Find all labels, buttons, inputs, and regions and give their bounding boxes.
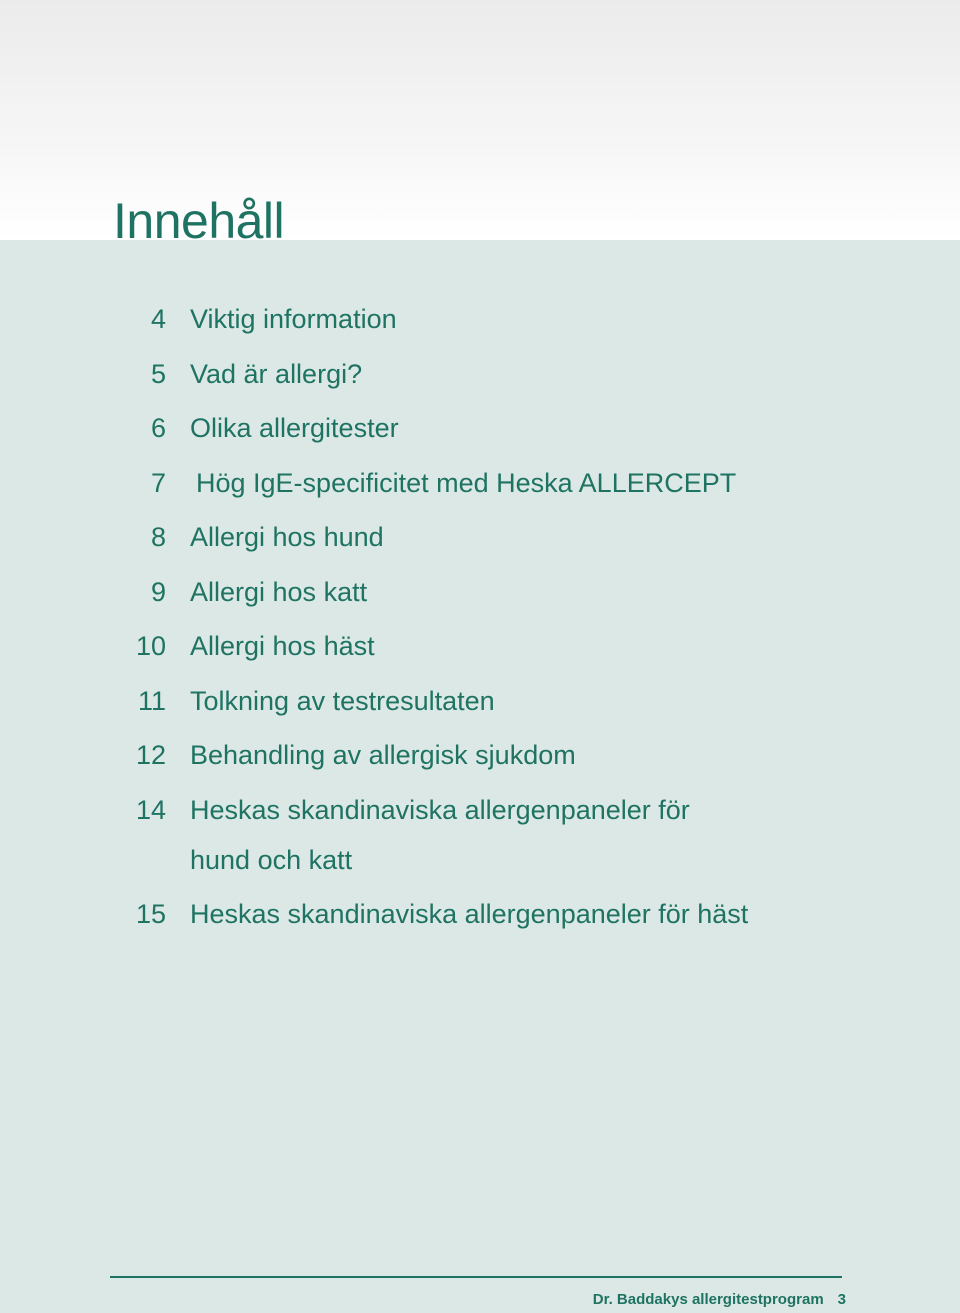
toc-entry-title: Olika allergitester [190,413,399,443]
toc-entry[interactable] [0,572,960,612]
toc-entry[interactable] [0,681,960,721]
toc-page-number: 8 [150,522,166,552]
toc-entry[interactable] [0,299,960,339]
toc-page-number: 9 [150,577,166,607]
footer-divider [110,1276,842,1278]
toc-page-number: 5 [150,359,166,389]
toc-entry-title: Allergi hos häst [190,631,375,661]
toc-entry[interactable] [0,894,960,934]
toc-entry-title: Allergi hos hund [190,522,384,552]
toc-entry[interactable] [0,463,960,503]
toc-entry[interactable] [0,354,960,394]
toc-page-number: 14 [135,795,166,825]
toc-entry-title: Tolkning av testresultaten [190,686,495,716]
toc-page-number: 12 [135,740,166,770]
toc-entry[interactable] [0,517,960,557]
toc-page-number: 7 [150,468,166,498]
toc-entry-title: Hög IgE-specificitet med Heska ALLERCEPT [196,468,737,498]
toc-page-number: 11 [137,686,166,716]
page-title: Innehåll [113,193,285,249]
toc-entry-title: Behandling av allergisk sjukdom [190,740,576,770]
footer-page-number: 3 [837,1291,846,1308]
toc-entry-title: Allergi hos katt [190,577,368,607]
toc-entry-title: Vad är allergi? [190,359,363,389]
page-footer [593,1289,846,1311]
toc-entry[interactable] [0,408,960,448]
toc-entry-title: Heskas skandinaviska allergenpaneler för häst [190,899,749,929]
toc-entry[interactable] [0,626,960,666]
toc-entry-title: Heskas skandinaviska allergenpaneler för hund och katt [190,795,690,875]
toc-page-number: 10 [135,631,166,661]
toc-page-number: 15 [135,899,166,929]
toc-page-number: 4 [150,304,166,334]
footer-publication-title: Dr. Baddakys allergitestprogram [592,1291,824,1308]
toc-page-number: 6 [150,413,166,443]
toc-entry[interactable] [0,735,960,775]
toc-entry-title: Viktig information [190,304,397,334]
toc-entry[interactable] [0,790,960,875]
